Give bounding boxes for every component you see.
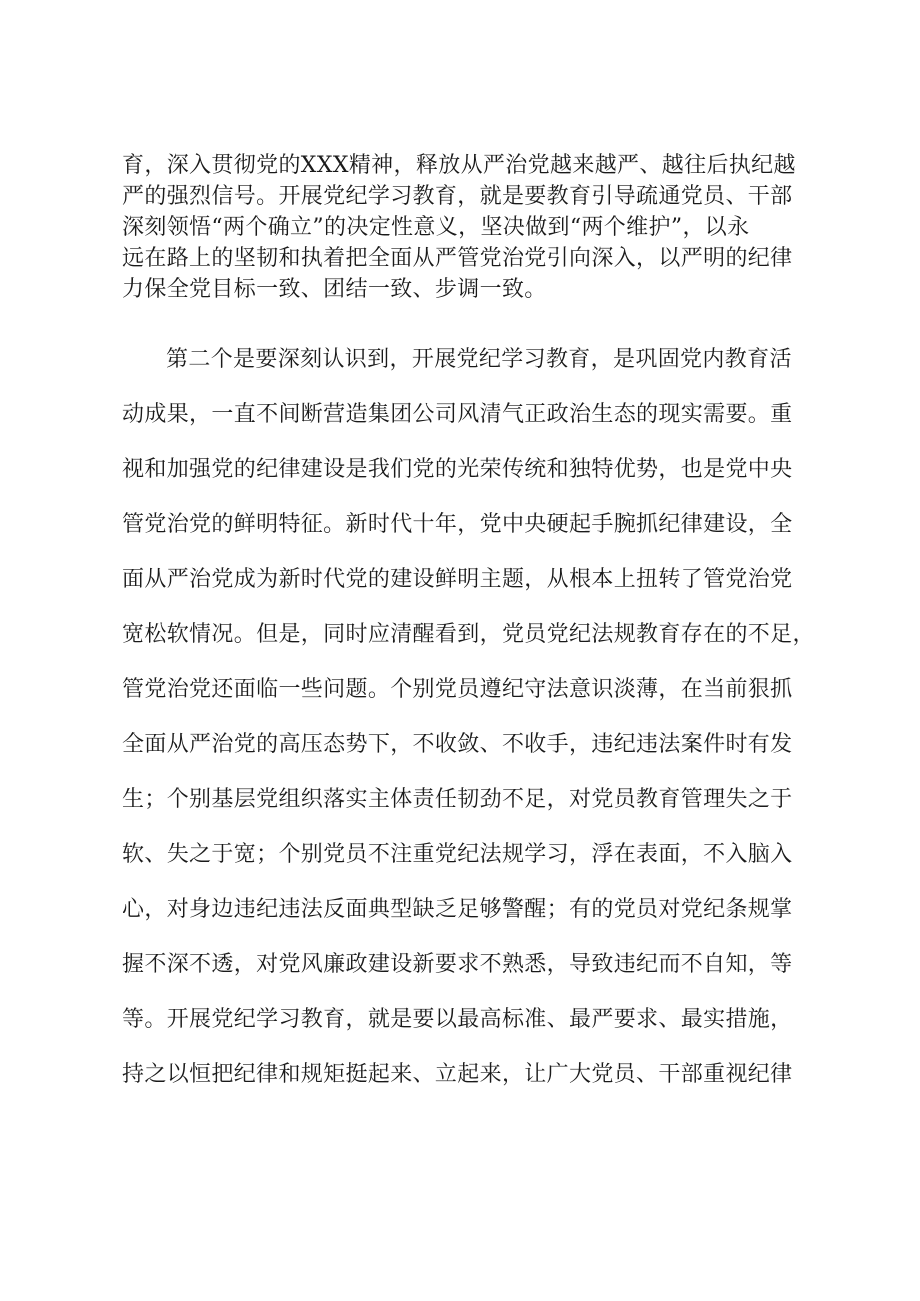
text-line: 软、失之于宽；个别党员不注重党纪法规学习，浮在表面，不入脑入 (122, 842, 793, 867)
text-line: 动成果，一直不间断营造集团公司风清气正政治生态的现实需要。重 (122, 402, 793, 427)
text-line: 心，对身边违纪违法反面典型缺乏足够警醒；有的党员对党纪条规掌 (122, 897, 793, 922)
text-line: 面从严治党成为新时代党的建设鲜明主题，从根本上扭转了管党治党 (122, 567, 793, 592)
text-line: 视和加强党的纪律建设是我们党的光荣传统和独特优势，也是党中央 (122, 457, 793, 482)
text-line: 管党治党的鲜明特征。新时代十年，党中央硬起手腕抓纪律建设，全 (122, 512, 793, 537)
text-line: 生；个别基层党组织落实主体责任韧劲不足，对党员教育管理失之于 (122, 787, 793, 812)
text-line: 全面从严治党的高压态势下，不收敛、不收手，违纪违法案件时有发 (122, 732, 793, 757)
text-line: 握不深不透，对党风廉政建设新要求不熟悉，导致违纪而不自知，等 (122, 952, 793, 977)
text-line: 严的强烈信号。开展党纪学习教育，就是要教育引导疏通党员、干部 (122, 184, 793, 209)
text-line: 远在路上的坚韧和执着把全面从严管党治党引向深入，以严明的纪律 (122, 246, 793, 271)
text-line: 深刻领悟“两个确立”的决定性意义，坚决做到“两个维护”，以永 (122, 215, 750, 240)
text-line: 管党治党还面临一些问题。个别党员遵纪守法意识淡薄，在当前狠抓 (122, 677, 793, 702)
text-line: 等。开展党纪学习教育，就是要以最高标准、最严要求、最实措施， (122, 1007, 793, 1032)
text-line: 持之以恒把纪律和规矩挺起来、立起来，让广大党员、干部重视纪律 (122, 1062, 793, 1087)
text-line: 第二个是要深刻认识到，开展党纪学习教育，是巩固党内教育活 (166, 347, 792, 372)
text-line: 宽松软情况。但是，同时应清醒看到，党员党纪法规教育存在的不足， (122, 622, 815, 647)
text-line: 力保全党目标一致、团结一致、步调一致。 (122, 277, 547, 302)
text-line: 育，深入贯彻党的XXX精神，释放从严治党越来越严、越往后执纪越 (122, 153, 796, 178)
paragraph-2 (122, 332, 822, 1102)
paragraph-1 (122, 150, 822, 305)
